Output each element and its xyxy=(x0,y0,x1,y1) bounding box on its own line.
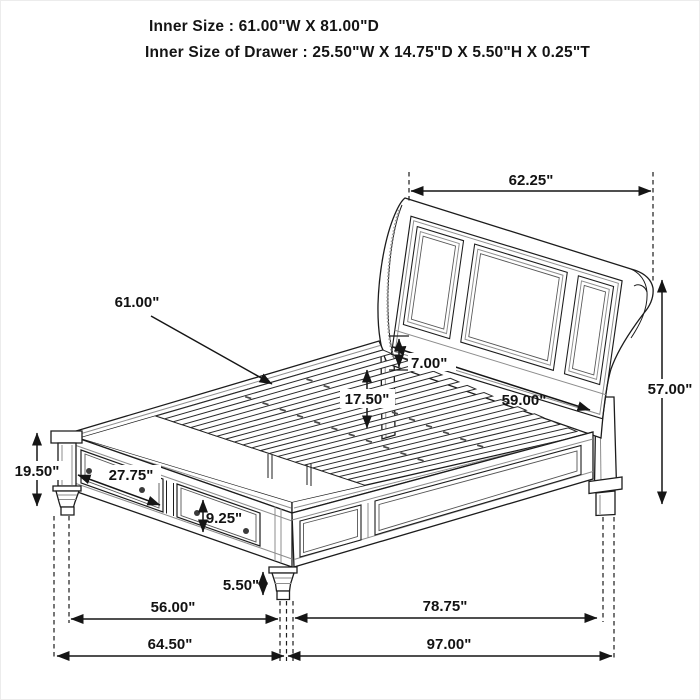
drawer-knob xyxy=(139,487,145,493)
drawer-knob xyxy=(86,468,92,474)
dim-slat-width-label: 61.00" xyxy=(114,294,160,311)
front-foot xyxy=(269,567,297,600)
headboard-right-leg-lower xyxy=(589,477,622,516)
dim-headboard-width-label: 62.25" xyxy=(508,172,554,189)
dim-drawer-width-label: 27.75" xyxy=(108,467,154,484)
drawer-knob xyxy=(243,528,249,534)
dim-footboard-width-label: 64.50" xyxy=(147,636,193,653)
dim-headboard-height-label: 57.00" xyxy=(647,381,693,398)
dim-drawer-section-label: 56.00" xyxy=(150,599,196,616)
dim-headboard-inner-width-label: 59.00" xyxy=(501,392,547,409)
inner-size-note: Inner Size : 61.00"W X 81.00"D xyxy=(149,18,380,35)
drawer-inner-size-note: Inner Size of Drawer : 25.50"W X 14.75"D X 5.50"H X 0.25"T xyxy=(145,44,591,61)
dim-headboard-rail-label: 7.00" xyxy=(411,355,448,372)
dim-side-rail-label: 78.75" xyxy=(422,598,468,615)
dim-foot-height-label: 5.50" xyxy=(222,577,260,594)
drawer-knob xyxy=(194,510,200,516)
dim-slat-width-leader xyxy=(151,316,272,384)
dim-platform-height-label: 17.50" xyxy=(344,391,390,408)
dim-overall-length-label: 97.00" xyxy=(426,636,472,653)
dim-drawer-height-label: 9.25" xyxy=(205,510,243,527)
bed-line-drawing xyxy=(1,1,700,700)
dim-rail-height-label: 19.50" xyxy=(14,463,60,480)
